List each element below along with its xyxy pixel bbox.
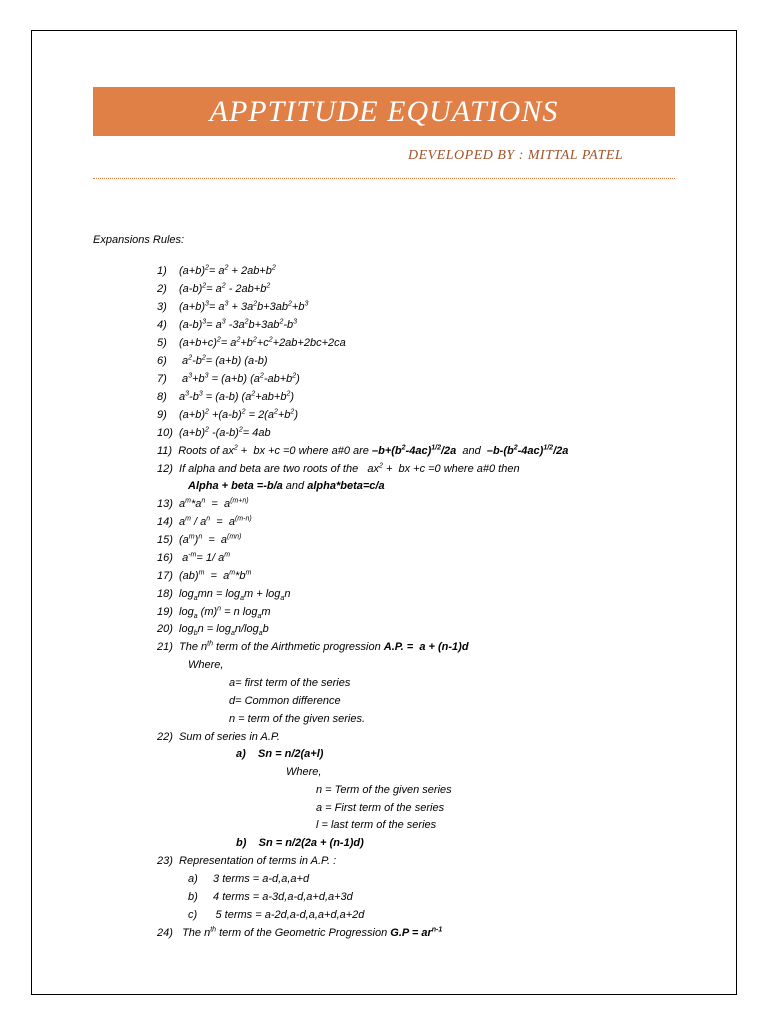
where-label-2: Where, <box>286 766 322 778</box>
where-label-1: Where, <box>188 659 224 671</box>
formula-23a: a) 3 terms = a-d,a,a+d <box>188 873 310 885</box>
developer-credit: DEVELOPED BY : MITTAL PATEL <box>408 148 624 163</box>
definition-n: n = term of the given series. <box>229 713 366 725</box>
formula-9: 9) $(a+b)^2 +(a-b)^2 = 2(a^2+b^2)$ <box>157 408 298 421</box>
formula-23c: c) 5 terms = a-2d,a-d,a,a+d,a+2d <box>188 909 365 921</box>
formula-17: 17) $(ab)^m = a^m*b^m$ <box>157 569 252 582</box>
formula-23b: b) 4 terms = a-3d,a-d,a+d,a+3d <box>188 891 353 903</box>
definition-a-2: a = First term of the series <box>316 802 445 814</box>
section-heading: Expansions Rules: <box>93 234 185 246</box>
dotted-divider <box>93 178 675 179</box>
formula-4: 4) $(a-b)^3= a^3$ $-3a^2b+3ab^2-b^3$ <box>157 318 298 331</box>
formula-5: 5) $(a+b+c)^2= a^2+b^2+c^2+2ab+2bc+2ca$ <box>157 336 346 349</box>
formula-20: 20) $\log_bn = \log_an/\log_ab$ <box>157 623 269 638</box>
definition-d: d= Common difference <box>229 695 341 707</box>
formula-7: 7) $a^3+b^3 = (a+b)$ $(a^2-ab+b^2)$ <box>157 372 300 385</box>
formula-2: 2) $(a-b)^2= a^2 - 2ab+b^2$ <box>157 282 271 295</box>
page-title: APPTITUDE EQUATIONS <box>209 94 559 128</box>
definition-l: l = last term of the series <box>316 819 437 831</box>
page-border <box>31 30 737 995</box>
formula-23: 23) Representation of terms in A.P. : <box>157 855 337 867</box>
formula-8: 8) $a^3-b^3 = (a-b)$ $(a^2+ab+b^2)$ <box>157 390 295 403</box>
definition-a: a= first term of the series <box>229 677 351 689</box>
formula-11: 11) Roots of $ax^2$ + bx +c =0 where a#0 are $-b+(b^2-4ac)^{1/2}/2a$ and $-b-(b^2-4ac)^{1/2}/2a$ <box>157 444 569 457</box>
formula-12-result: Alpha + beta =-b/a and alpha*beta=c/a <box>188 480 385 492</box>
formula-19: 19) $\log_a (m)^n = n$ $\log_am$ <box>157 605 271 621</box>
formula-10: 10) $(a+b)^2$ $-(a-b)^2= 4ab$ <box>157 426 271 439</box>
formula-1: 1) $(a+b)^2= a^2 + 2ab+b^2$ <box>157 264 276 277</box>
formula-24: 24) The $n^{th}$ term of the Geometric Progression $G.P = ar^{n-1}$ <box>157 926 443 939</box>
formula-3: 3) $(a+b)^3= a^3 + 3a^2b+3ab^2+b^3$ <box>157 300 309 313</box>
formula-14: 14) $a^m / a^n = a^{(m-n)}$ <box>157 515 252 528</box>
formula-13: 13) $a^m*a^n = a^{(m+n)}$ <box>157 497 249 510</box>
formula-21: 21) The $n^{th}$ term of the Airthmetic progression A.P. = a + (n-1)d <box>157 640 469 653</box>
formula-22: 22) Sum of series in A.P. <box>157 731 280 743</box>
formula-22b: b) Sn = n/2(2a + (n-1)d) <box>236 837 364 849</box>
formula-16: 16) $a^{-m}= 1/$ $a^m$ <box>157 551 231 564</box>
formula-22a: a) Sn = n/2(a+l) <box>236 748 324 760</box>
formula-6: 6) $a^2-b^2= (a+b)$ (a-b) <box>157 354 268 367</box>
formula-18: 18) $\log_amn = \log_am + \log_an$ <box>157 588 291 603</box>
definition-n-2: n = Term of the given series <box>316 784 452 796</box>
formula-12: 12) If alpha and beta are two roots of the $ax^2$ + bx +c =0 where a#0 then <box>157 462 520 475</box>
title-banner <box>93 87 675 136</box>
formula-15: 15) $(a^m)^n = a^{(mn)}$ <box>157 533 242 546</box>
